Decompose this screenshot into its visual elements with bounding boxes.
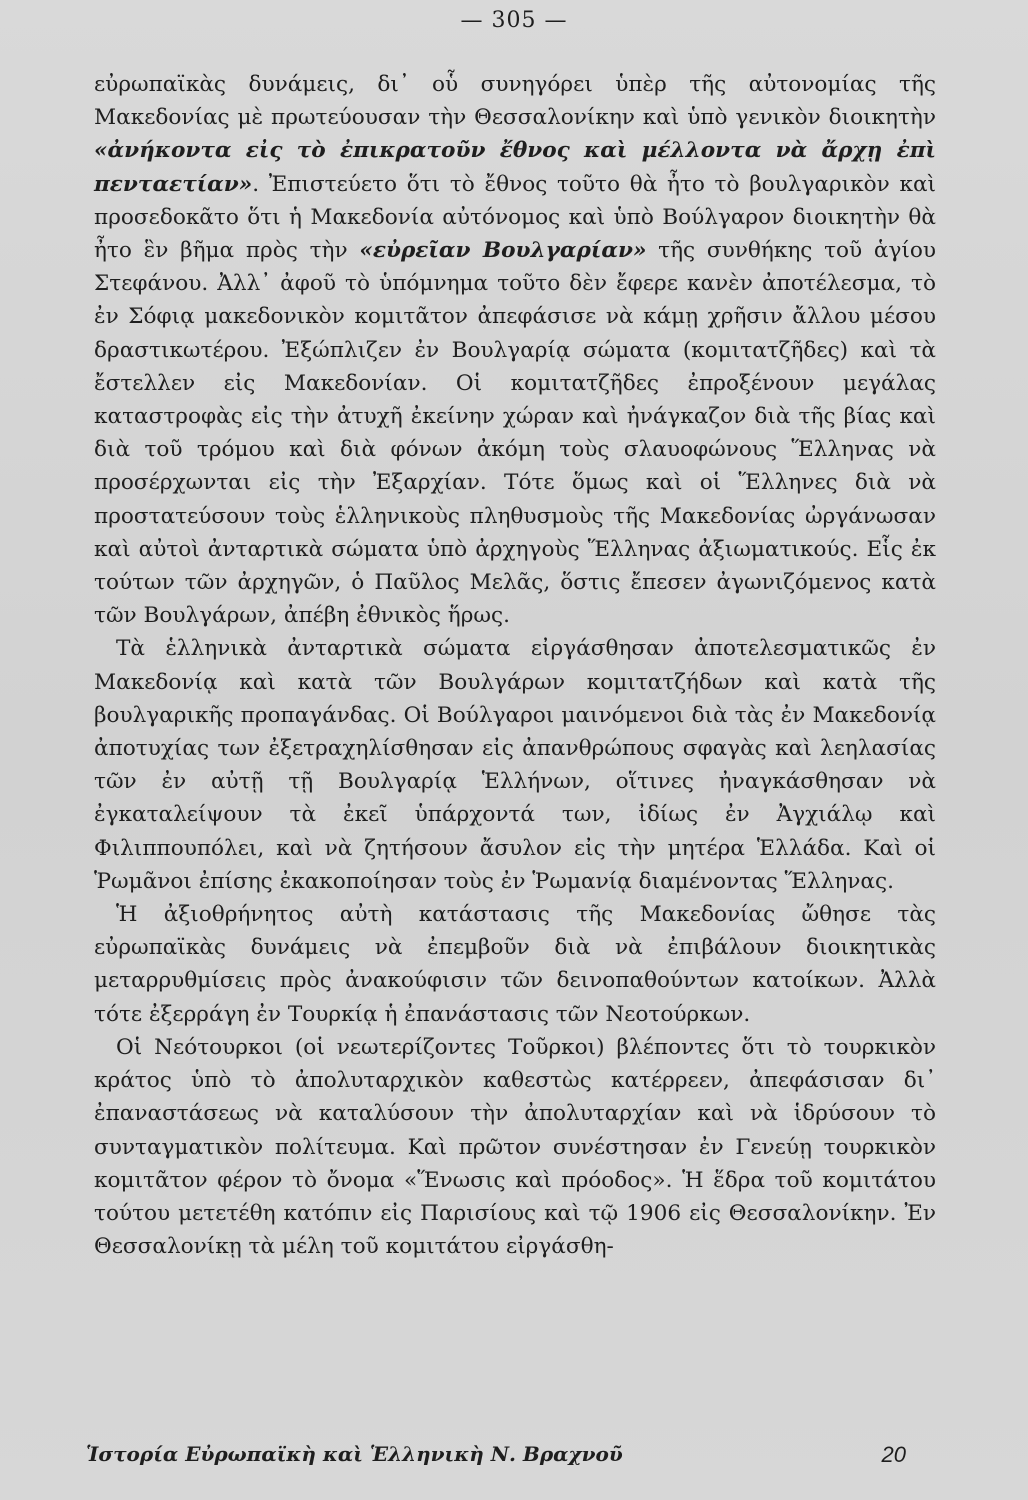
page-number: — 305 —	[460, 8, 568, 33]
signature-number: 20	[881, 1442, 906, 1467]
text-run: Τὰ ἑλληνικὰ ἀνταρτικὰ σώματα εἰργάσθησαν ἀποτελεσματικῶς ἐν Μακεδονίᾳ καὶ κατὰ τῶν Βουλγάρων κομιτατζήδων καὶ κατὰ τῆς βουλγαρικῆς προπαγάνδας. Οἱ Βούλγαροι μαινόμενοι διὰ τὰς ἐν Μακεδονίᾳ ἀποτυχίας των ἐξετραχηλίσθησαν εἰς ἀπανθρώπους σφαγὰς καὶ λεηλασίας τῶν ἐν αὐτῇ τῇ Βουλγαρίᾳ Ἑλλήνων, οἵτινες ἠναγκάσθησαν νὰ ἐγκαταλείψουν τὰ ἐκεῖ ὑπάρχοντά των, ἰδίως ἐν Ἀγχιάλῳ καὶ Φιλιππουπόλει, καὶ νὰ ζητήσουν ἄσυλον εἰς τὴν μητέρα Ἑλλάδα. Καὶ οἱ Ῥωμᾶνοι ἐπίσης ἐκακοποίησαν τοὺς ἐν Ῥωμανίᾳ διαμένοντας Ἕλληνας.	[94, 636, 936, 894]
quoted-phrase: «εὐρεῖαν Βουλγαρίαν»	[359, 238, 647, 264]
text-run: Ἡ ἀξιοθρήνητος αὐτὴ κατάστασις τῆς Μακεδονίας ὤθησε τὰς εὐρωπαϊκὰς δυνάμεις νὰ ἐπεμβοῦν διὰ νὰ ἐπιβάλουν διοικητικὰς μεταρρυθμίσεις πρὸς ἀνακούφισιν τῶν δεινοπαθούντων κατοίκων. Ἀλλὰ τότε ἐξερράγη ἐν Τουρκίᾳ ἡ ἐπανάστασις τῶν Νεοτούρκων.	[94, 902, 936, 1027]
book-title: Ἱστορία Εὐρωπαϊκὴ καὶ Ἑλληνικὴ Ν. Βραχνοῦ	[86, 1442, 623, 1466]
text-run: . Ἐπιστεύετο ὅτι τὸ ἔθνος τοῦτο θὰ ἦτο τὸ βουλγαρικὸν καὶ προσεδοκᾶτο ὅτι ἡ Μακεδονία αὐτόνομος καὶ ὑπὸ Βούλγαρον διοικητὴν θὰ ἦτο ἓν βῆμα πρὸς τὴν	[94, 171, 936, 264]
paragraph-3	[94, 898, 936, 1031]
page-footer	[86, 1442, 906, 1466]
text-run: τῆς συνθήκης τοῦ ἁγίου Στεφάνου. Ἀλλ᾿ ἀφοῦ τὸ ὑπόμνημα τοῦτο δὲν ἔφερε κανὲν ἀποτέλεσμα, τὸ ἐν Σόφιᾳ μακεδονικὸν κομιτᾶτον ἀπεφάσισε νὰ κάμῃ χρῆσιν ἄλλου μέσου δραστικωτέρου. Ἐξώπλιζεν ἐν Βουλγαρίᾳ σώματα (κομιτατζῆδες) καὶ τὰ ἔστελλεν εἰς Μακεδονίαν. Οἱ κομιτατζῆδες ἐπροξένουν μεγάλας καταστροφὰς εἰς τὴν ἀτυχῆ ἐκείνην χώραν καὶ ἠνάγκαζον διὰ τῆς βίας καὶ διὰ τοῦ τρόμου καὶ διὰ φόνων ἀκόμη τοὺς σλαυοφώνους Ἕλληνας νὰ προσέρχωνται εἰς τὴν Ἐξαρχίαν. Τότε ὅμως καὶ οἱ Ἕλληνες διὰ νὰ προστατεύσουν τοὺς ἑλληνικοὺς πληθυσμοὺς τῆς Μακεδονίας ὠργάνωσαν καὶ αὐτοὶ ἀνταρτικὰ σώματα ὑπὸ ἀρχηγοὺς Ἕλληνας ἀξιωματικούς. Εἷς ἐκ τούτων τῶν ἀρχηγῶν, ὁ Παῦλος Μελᾶς, ὅστις ἔπεσεν ἀγωνιζόμενος κατὰ τῶν Βουλγάρων, ἀπέβη ἐθνικὸς ἥρως.	[94, 238, 936, 629]
text-run: Οἱ Νεότουρκοι (οἱ νεωτερίζοντες Τοῦρκοι) βλέποντες ὅτι τὸ τουρκικὸν κράτος ὑπὸ τὸ ἀπολυταρχικὸν καθεστὼς κατέρρεεν, ἀπεφάσισαν δι᾿ ἐπαναστάσεως νὰ καταλύσουν τὴν ἀπολυταρχίαν καὶ νὰ ἱδρύσουν τὸ συνταγματικὸν πολίτευμα. Καὶ πρῶτον συνέστησαν ἐν Γενεύῃ τουρκικὸν κομιτᾶτον φέρον τὸ ὄνομα «Ἕνωσις καὶ πρόοδος». Ἡ ἕδρα τοῦ κομιτάτου τούτου μετετέθη κατόπιν εἰς Παρισίους καὶ τῷ 1906 εἰς Θεσσαλονίκην. Ἐν Θεσσαλονίκῃ τὰ μέλη τοῦ κομιτάτου εἰργάσθη-	[94, 1034, 936, 1260]
text-run: εὐρωπαϊκὰς δυνάμεις, δι᾿ οὗ συνηγόρει ὑπὲρ τῆς αὐτονομίας τῆς Μακεδονίας μὲ πρωτεύουσαν τὴν Θεσσαλονίκην καὶ ὑπὸ γενικὸν διοικητὴν	[94, 72, 936, 131]
paragraph-2	[94, 632, 936, 898]
page-body	[94, 68, 936, 1263]
paragraph-4	[94, 1031, 936, 1263]
paragraph-1	[94, 68, 936, 632]
quoted-phrase: «ἀνήκοντα εἰς τὸ ἐπικρατοῦν ἔθνος καὶ μέλλοντα νὰ ἄρχῃ ἐπὶ πενταετίαν»	[94, 138, 936, 197]
